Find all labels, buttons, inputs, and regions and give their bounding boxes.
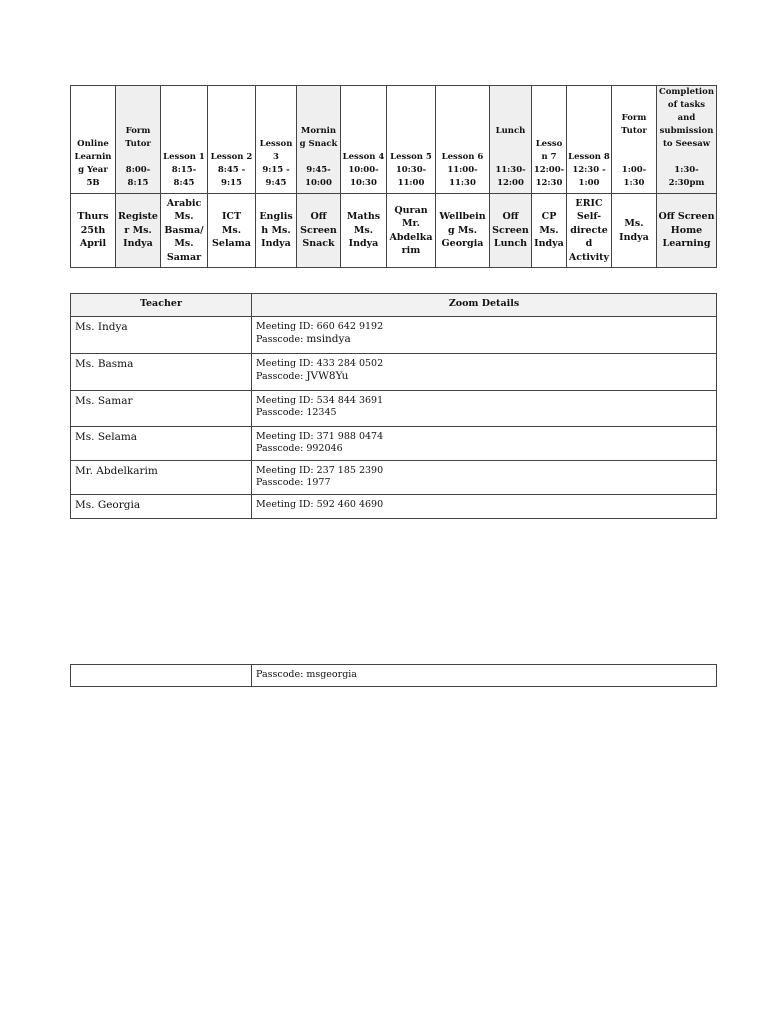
timetable-cell: Maths Ms. Indya xyxy=(341,194,387,268)
timetable-header-cell: Lesson 6 11:00-11:30 xyxy=(436,86,490,194)
zoom-details xyxy=(252,391,717,427)
meeting-id: Meeting ID: 371 988 0474 xyxy=(256,431,384,442)
timetable xyxy=(70,85,717,268)
zoom-details xyxy=(252,427,717,461)
timetable-day-row xyxy=(71,194,717,268)
timetable-header-cell: Lesson 7 12:00- 12:30 xyxy=(532,86,567,194)
timetable-header-cell: Form Tutor 8:00-8:15 xyxy=(116,86,161,194)
timetable-header-cell: Lesson 5 10:30- 11:00 xyxy=(387,86,436,194)
timetable-cell: Off Screen Home Learning xyxy=(657,194,717,268)
timetable-cell: English Ms. Indya xyxy=(256,194,297,268)
teacher-name: Ms. Indya xyxy=(71,317,252,354)
timetable-cell: Wellbeing Ms. Georgia xyxy=(436,194,490,268)
meeting-id: Meeting ID: 433 284 0502 xyxy=(256,358,384,369)
zoom-details xyxy=(252,317,717,354)
timetable-cell: ICT Ms. Selama xyxy=(208,194,256,268)
passcode: msindya xyxy=(306,333,351,345)
teacher-name: Ms. Basma xyxy=(71,354,252,391)
timetable-header-cell: Lesson 4 10:00- 10:30 xyxy=(341,86,387,194)
zoom-details xyxy=(252,495,717,519)
timetable-header-cell: Lesson 2 8:45 - 9:15 xyxy=(208,86,256,194)
passcode-label: Passcode: xyxy=(256,371,307,382)
teacher-name xyxy=(71,665,252,687)
zoom-details: Passcode: msgeorgia xyxy=(252,665,717,687)
zoom-details-column-header: Zoom Details xyxy=(252,294,717,317)
passcode: JVW8Yu xyxy=(306,370,349,382)
passcode: 12345 xyxy=(306,407,337,418)
passcode-label: Passcode: xyxy=(256,334,307,345)
timetable-header-cell: Lesson 8 12:30 - 1:00 xyxy=(567,86,612,194)
table-row xyxy=(71,427,717,461)
teacher-name: Mr. Abdelkarim xyxy=(71,461,252,495)
timetable-header-cell: Online Learning Year 5B xyxy=(71,86,116,194)
zoom-details-table xyxy=(70,293,717,519)
timetable-cell: Off Screen Snack xyxy=(297,194,341,268)
timetable-cell: Arabic Ms. Basma/ Ms. Samar xyxy=(161,194,208,268)
timetable-cell: Quran Mr. Abdelkarim xyxy=(387,194,436,268)
zoom-header-row xyxy=(71,294,717,317)
timetable-cell: CP Ms. Indya xyxy=(532,194,567,268)
meeting-id: Meeting ID: 592 460 4690 xyxy=(256,499,384,510)
timetable-header-cell: Form Tutor 1:00-1:30 xyxy=(612,86,657,194)
timetable-cell: ERIC Self-directed Activity xyxy=(567,194,612,268)
passcode-label: Passcode: xyxy=(256,443,307,454)
passcode: 1977 xyxy=(306,477,331,488)
table-row xyxy=(71,354,717,391)
timetable-header-cell: Lesson 3 9:15 - 9:45 xyxy=(256,86,297,194)
table-row xyxy=(71,317,717,354)
table-row xyxy=(71,495,717,519)
timetable-header-cell: Lesson 1 8:15-8:45 xyxy=(161,86,208,194)
timetable-header-cell: Lunch 11:30- 12:00 xyxy=(490,86,532,194)
teacher-name: Ms. Selama xyxy=(71,427,252,461)
meeting-id: Meeting ID: 237 185 2390 xyxy=(256,465,384,476)
table-row xyxy=(71,665,717,687)
meeting-id: Meeting ID: 534 844 3691 xyxy=(256,395,384,406)
table-row xyxy=(71,461,717,495)
zoom-details xyxy=(252,461,717,495)
timetable-header-row xyxy=(71,86,717,194)
passcode-label: Passcode: xyxy=(256,477,307,488)
timetable-cell: Ms. Indya xyxy=(612,194,657,268)
timetable-cell: Off Screen Lunch xyxy=(490,194,532,268)
timetable-header-cell: Completion of tasks and submission to Seesaw 1:30- 2:30pm xyxy=(657,86,717,194)
zoom-details-table-continued xyxy=(70,664,717,687)
teacher-name: Ms. Samar xyxy=(71,391,252,427)
table-row xyxy=(71,391,717,427)
meeting-id: Meeting ID: 660 642 9192 xyxy=(256,321,384,332)
passcode: 992046 xyxy=(306,443,343,454)
zoom-details xyxy=(252,354,717,391)
teacher-column-header: Teacher xyxy=(71,294,252,317)
timetable-cell: Register Ms. Indya xyxy=(116,194,161,268)
timetable-header-cell: Morning Snack 9:45- 10:00 xyxy=(297,86,341,194)
passcode-label: Passcode: xyxy=(256,407,307,418)
timetable-cell: Thurs 25th April xyxy=(71,194,116,268)
teacher-name: Ms. Georgia xyxy=(71,495,252,519)
